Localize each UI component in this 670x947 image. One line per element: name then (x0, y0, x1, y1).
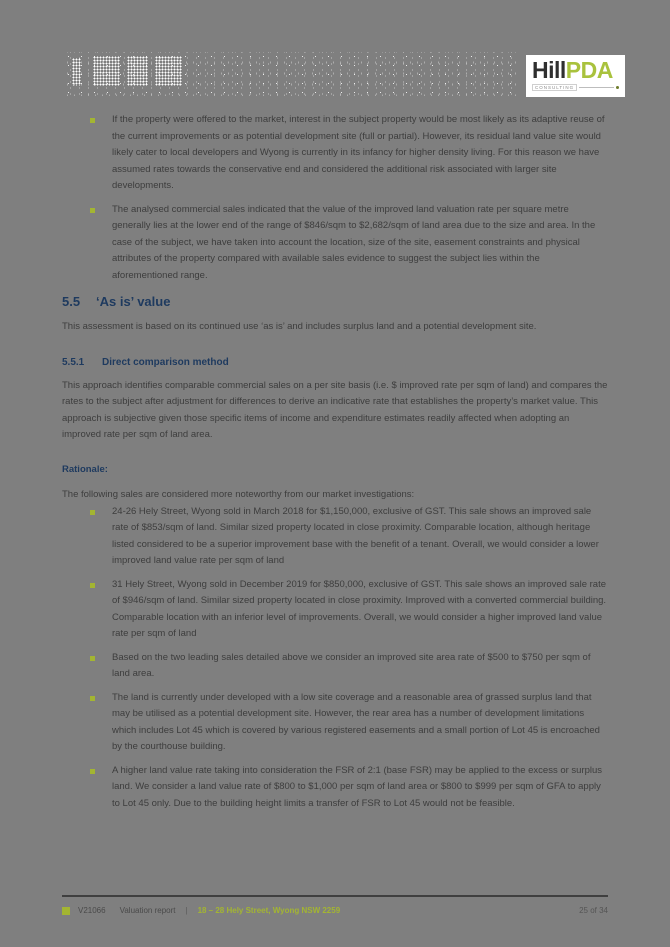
footer-divider (62, 895, 608, 897)
section-heading-as-is (62, 294, 608, 310)
section-title: Direct comparison method (102, 356, 229, 368)
hillpda-logo (526, 55, 625, 97)
bullet-text: A higher land value rate taking into consideration the FSR of 2:1 (base FSR) may be applied to the excess or surplus land. We consider a land value rate of $800 to $1,000 per sqm of land area or $800 to $999 per sqm of GFA to apply to Lot 45 only. Due to the building height limits a transfer of FSR to Lot 45 would not be feasible. (112, 764, 603, 809)
page-header (62, 50, 625, 100)
footer-doc-id: V21066 (78, 906, 106, 915)
bullet-square-icon (90, 656, 95, 661)
bullet-square-icon (90, 510, 95, 515)
list-item (62, 763, 608, 813)
footer-separator: | (185, 906, 188, 915)
page-footer (62, 906, 608, 915)
list-item (62, 504, 608, 570)
bullet-text: 31 Hely Street, Wyong sold in December 2019 for $850,000, exclusive of GST. This sale shows an improved sale rate of $946/sqm of land. Similar sized property located in close proximity. Improved with a converted commercial building. Comparable location with an inferior level of improvements. Overall, we would consider a higher improved land value rate per sqm of land (112, 578, 607, 639)
list-item (62, 202, 608, 285)
bullet-square-icon (90, 696, 95, 701)
summary-bullet-list (62, 112, 608, 284)
header-artifact-block (72, 58, 81, 86)
document-body (62, 112, 608, 819)
logo-dot-icon (616, 86, 619, 89)
header-artifact-block (155, 56, 182, 86)
bullet-text: Based on the two leading sales detailed above we consider an improved site area rate of $500 to $750 per sqm of land area. (112, 651, 591, 679)
footer-page-number: 25 of 34 (579, 906, 608, 915)
header-artifact-block (93, 56, 120, 86)
logo-rule (579, 87, 614, 88)
direct-comparison-paragraph: This approach identifies comparable commercial sales on a per site basis (i.e. $ improved rate per sqm of land) and compares the rates to the subject after adjustment for differences to derive an indicative rate that establishes the property’s market value. This approach is subjective given those specific items of income and expenditure estimates readily affected when adopting an improved rate per sqm of land area. (62, 379, 608, 440)
bullet-square-icon (90, 769, 95, 774)
bullet-square-icon (90, 118, 95, 123)
list-item (62, 577, 608, 643)
as-is-paragraph: This assessment is based on its continued use ‘as is’ and includes surplus land and a potential development site. (62, 321, 537, 332)
bullet-text: 24-26 Hely Street, Wyong sold in March 2018 for $1,150,000, exclusive of GST. This sale shows an improved sale rate of $853/sqm of land. Similar sized property located in close proximity. Comparable location, although heritage listed considered to be a superior improvement base with the benefit of a tenant. Overall, we would consider a lower improved land value rate per sqm of land (112, 505, 599, 566)
rationale-bullet-list (62, 504, 608, 813)
logo-tagline: CONSULTING (532, 84, 577, 91)
logo-wordmark (532, 57, 619, 83)
footer-address: 18 – 28 Hely Street, Wyong NSW 2259 (197, 906, 341, 915)
bullet-text: If the property were offered to the market, interest in the subject property would be most likely as its adaptive reuse of the current improvements or as potential development site (full or partial). However, its residual land value site would likely cater to local developers and Wyong is currently in its infancy for higher density living. For this reason we have assumed rates towards the conservative end and considered the additional risk associated with larger site developments. (112, 114, 605, 191)
bullet-square-icon (90, 583, 95, 588)
logo-subline (532, 84, 619, 91)
list-item (62, 112, 608, 195)
section-number: 5.5 (62, 294, 81, 309)
bullet-text: The analysed commercial sales indicated that the value of the improved land valuation rate per square metre generally lies at the lower end of the range of $846/sqm to $2,682/sqm of land area due to the size and area. In the case of the subject, we have taken into account the location, size of the site, easement constraints and physical attributes of the property compared with available sales evidence to suggest the subject lies within the aforementioned range. (112, 203, 596, 281)
section-number: 5.5.1 (62, 356, 85, 368)
rationale-intro: The following sales are considered more noteworthy from our market investigations: (62, 489, 415, 500)
section-heading-direct-comparison (62, 356, 608, 369)
section-title: ‘As is’ value (96, 294, 171, 309)
footer-doc-type: Valuation report (119, 906, 176, 915)
footer-square-icon (62, 907, 70, 915)
logo-pda-text: PDA (565, 57, 613, 83)
list-item (62, 650, 608, 683)
logo-hill-text: Hill (532, 57, 566, 83)
bullet-square-icon (90, 208, 95, 213)
bullet-text: The land is currently under developed with a low site coverage and a reasonable area of grassed surplus land that may be utilised as a potential development site. However, the rear area has a number of development limitations which includes Lot 45 which is covered by various registered easements and a small portion of Lot 45 is encroached by the courthouse building. (112, 691, 600, 752)
rationale-heading: Rationale: (62, 463, 108, 475)
list-item (62, 690, 608, 756)
header-artifact-block (127, 56, 148, 86)
